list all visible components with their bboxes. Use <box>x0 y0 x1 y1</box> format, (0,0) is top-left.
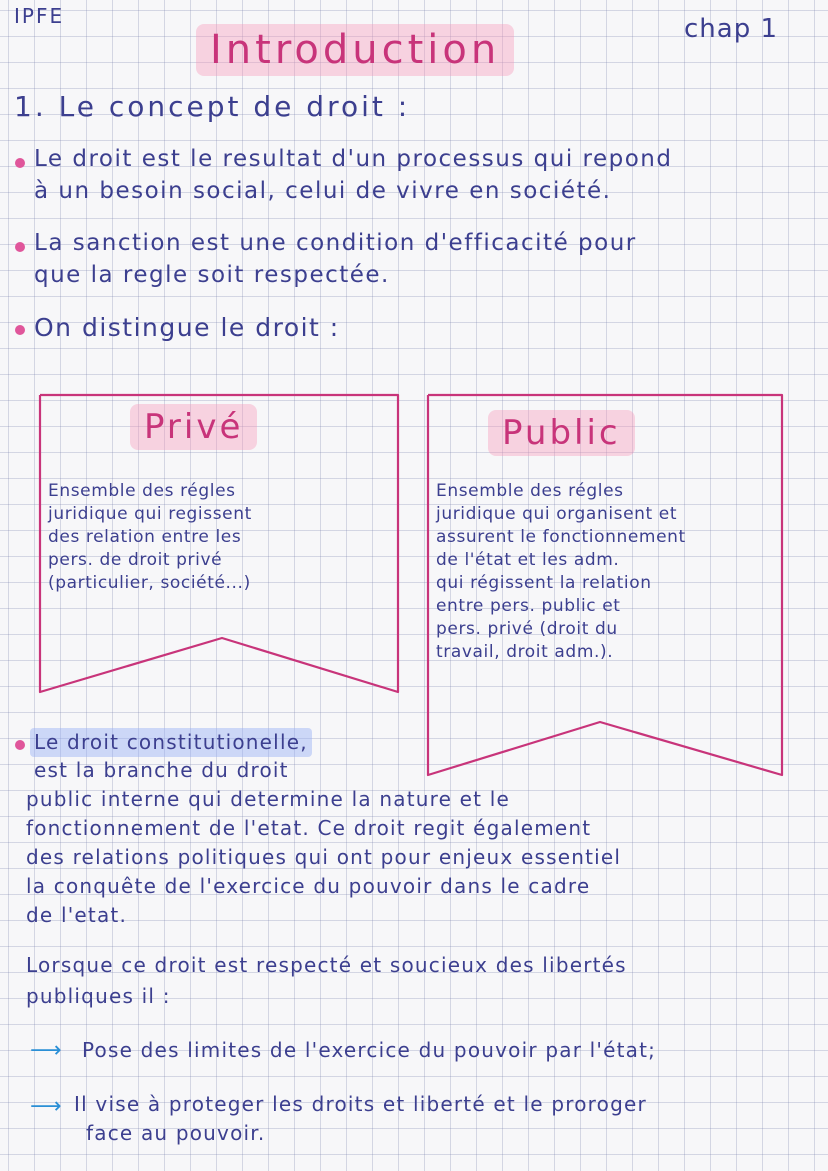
prive-line: Ensemble des régles <box>48 481 236 501</box>
lorsque-line: publiques il : <box>26 984 171 1008</box>
constitutional-text <box>26 785 621 930</box>
bullet-dot <box>15 740 25 750</box>
constitutional-line: fonctionnement de l'etat. Ce droit regit également <box>26 816 592 840</box>
arrow-item-2 <box>74 1090 647 1148</box>
public-text <box>436 480 686 664</box>
bullet-2-line-1: La sanction est une condition d'efficacité pour <box>34 230 637 256</box>
arrow-right-icon: ⟶ <box>30 1094 62 1119</box>
public-line: de l'état et les adm. <box>436 550 620 570</box>
chapter-label: chap 1 <box>684 14 779 44</box>
constitutional-line: est la branche du droit <box>34 758 289 782</box>
prive-line: (particulier, société...) <box>48 573 251 593</box>
bullet-3-line-1: On distingue le droit : <box>34 313 340 342</box>
public-line: Ensemble des régles <box>436 481 624 501</box>
public-line: juridique qui organisent et <box>436 504 678 524</box>
lorsque-text <box>26 950 627 1012</box>
public-line: travail, droit adm.). <box>436 642 614 662</box>
public-line: assurent le fonctionnement <box>436 527 686 547</box>
arrow-item-2-line: face au pouvoir. <box>86 1121 266 1145</box>
prive-title: Privé <box>130 404 257 450</box>
bullet-2-line-2: que la regle soit respectée. <box>34 262 390 288</box>
lorsque-line: Lorsque ce droit est respecté et soucieux des libertés <box>26 953 627 977</box>
bullet-1-line-1: Le droit est le resultat d'un processus qui repond <box>34 146 673 172</box>
public-line: entre pers. public et <box>436 596 621 616</box>
constitutional-line: des relations politiques qui ont pour enjeux essentiel <box>26 845 622 869</box>
prive-line: juridique qui regissent <box>48 504 252 524</box>
constitutional-highlight: Le droit constitutionelle, <box>30 728 312 757</box>
arrow-right-icon: ⟶ <box>30 1038 62 1063</box>
prive-text <box>48 480 252 595</box>
public-title: Public <box>488 410 635 456</box>
section-heading: 1. Le concept de droit : <box>14 90 411 123</box>
public-line: pers. privé (droit du <box>436 619 618 639</box>
page-title: Introduction <box>196 24 514 76</box>
bullet-1-line-2: à un besoin social, celui de vivre en société. <box>34 178 612 204</box>
constitutional-line: la conquête de l'exercice du pouvoir dans le cadre <box>26 874 591 898</box>
arrow-item-1: Pose des limites de l'exercice du pouvoir par l'état; <box>82 1038 657 1062</box>
arrow-item-2-line: Il vise à proteger les droits et liberté et le proroger <box>74 1092 647 1116</box>
constitutional-line: de l'etat. <box>26 903 128 927</box>
school-tag: IPFE <box>14 4 65 28</box>
prive-line: pers. de droit privé <box>48 550 223 570</box>
public-line: qui régissent la relation <box>436 573 652 593</box>
constitutional-line: public interne qui determine la nature et le <box>26 787 511 811</box>
prive-line: des relation entre les <box>48 527 242 547</box>
